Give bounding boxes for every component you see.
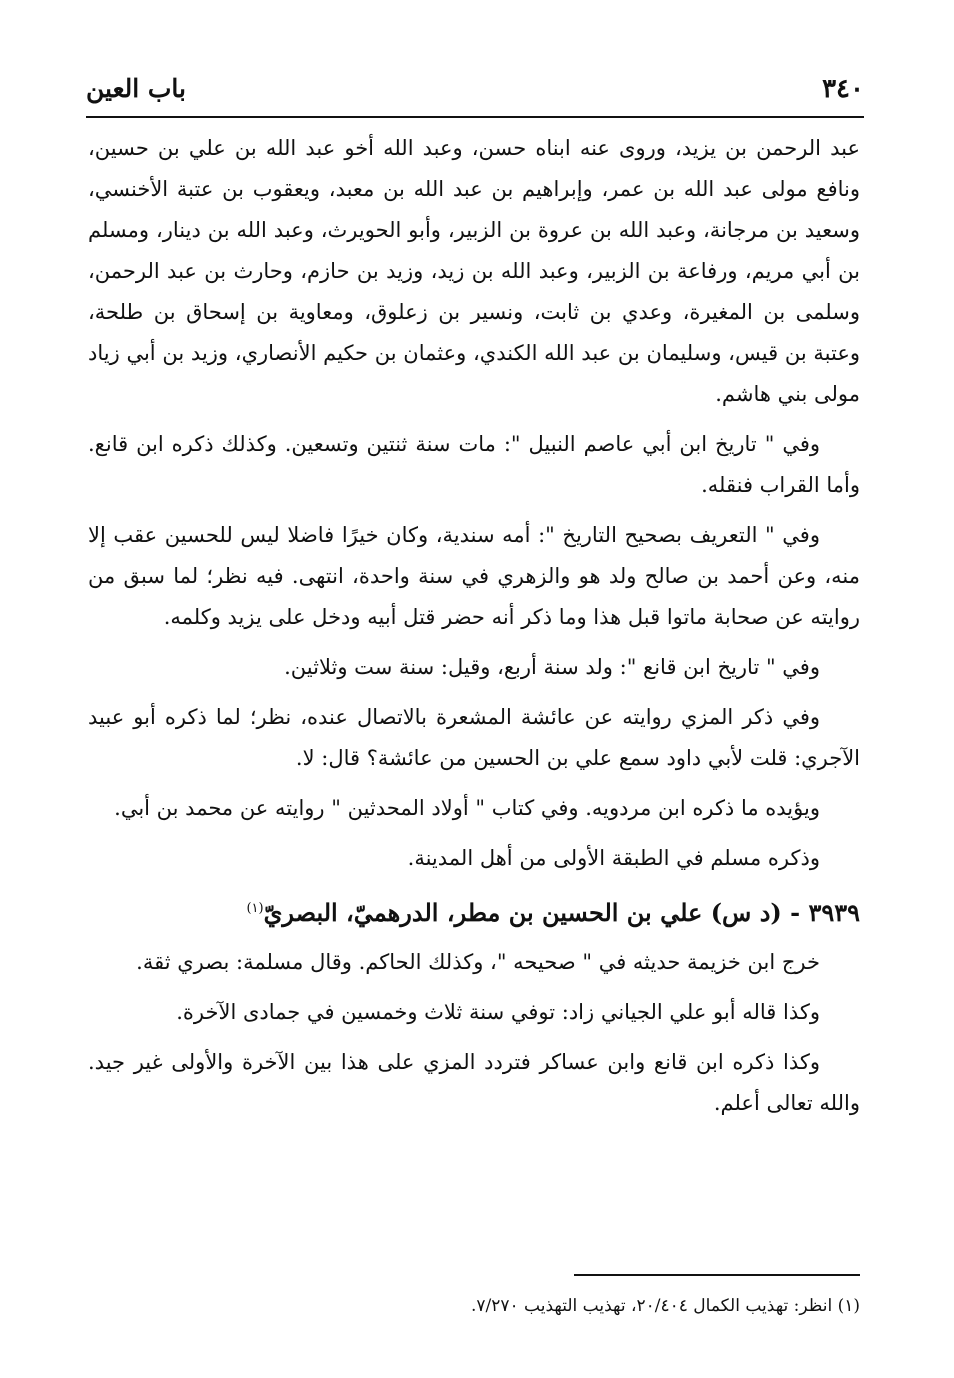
paragraph: خرج ابن خزيمة حديثه في " صحيحه "، وكذلك الحاكم. وقال مسلمة: بصري ثقة. [136, 950, 820, 974]
paragraph: وفي " تاريخ ابن أبي عاصم النبيل ": مات سنة ثنتين وتسعين. وكذلك ذكره ابن قانع. وأما القراب فنقله. [88, 432, 860, 497]
paragraph: وفي " تاريخ ابن قانع ": ولد سنة أربع، وقيل: سنة ست وثلاثين. [284, 655, 820, 679]
paragraph: وذكره مسلم في الطبقة الأولى من أهل المدينة. [407, 846, 820, 870]
paragraph: وكذا قاله أبو علي الجياني زاد: توفي سنة ثلاث وخمسين في جمادى الآخرة. [176, 1000, 820, 1024]
footnote: (١) انظر: تهذيب الكمال ٢٠/٤٠٤، تهذيب التهذيب ٧/٢٧٠. [470, 1296, 860, 1316]
paragraph: وفي " التعريف بصحيح التاريخ ": أمه سندية، وكان خيرًا فاضلا ليس للحسين عقب إلا منه، وعن أحمد بن صالح ولد هو والزهري في سنة واحدة، انتهى. فيه نظر؛ لما سبق من روايته عن صحابة ماتوا قبل هذا وما ذكر أنه حضر قتل أبيه ودخل على يزيد وكلمه. [88, 523, 860, 629]
entry-heading [88, 888, 860, 933]
running-section-title: باب العين [86, 74, 187, 103]
paragraph: عبد الرحمن بن يزيد، وروى عنه ابناه حسن، وعبد الله أخو عبد الله بن علي بن حسين، ونافع مولى عبد الله بن عمر، وإبراهيم بن عبد الله بن معبد، ويعقوب بن عتبة الأخنسي، وسعيد بن مرجانة، وعبد الله بن عروة بن الزبير، وأبو الحويرث، وعبد الله بن دينار، ومسلم بن أبي مريم، ورفاعة بن الزبير، وعبد الله بن زيد، وزيد بن حازم، وحارث بن عبد الرحمن، وسلمى بن المغيرة، وعدي بن ثابت، ونسير بن زعلوق، ومعاوية بن إسحاق بن طلحة، وعتبة بن قيس، وسليمان بن عبد الله الكندي، وعثمان بن حكيم الأنصاري، وزيد بن أبي زياد مولى بني هاشم. [88, 136, 860, 406]
page-number: ٣٤٠ [822, 74, 864, 104]
paragraph: وفي ذكر المزي روايته عن عائشة المشعرة بالاتصال عنده، نظر؛ لما ذكره أبو عبيد الآجري: قلت لأبي داود سمع علي بن الحسين من عائشة؟ قال: لا. [88, 705, 860, 770]
page-header [86, 70, 864, 114]
paragraph: وكذا ذكره ابن قانع وابن عساكر فتردد المزي على هذا بين الآخرة والأولى غير جيد. والله تعالى أعلم. [88, 1050, 860, 1115]
entry-heading-text: ٣٩٣٩ - (د س) علي بن الحسين بن مطر، الدرهميّ، البصريّ [263, 898, 860, 927]
main-text [88, 128, 860, 1133]
footnote-rule [574, 1274, 860, 1276]
paragraph: ويؤيده ما ذكره ابن مردويه. وفي كتاب " أولاد المحدثين " روايته عن محمد بن أبي. [114, 796, 820, 820]
header-rule [86, 116, 864, 118]
footnote-marker: (١) [246, 901, 264, 916]
